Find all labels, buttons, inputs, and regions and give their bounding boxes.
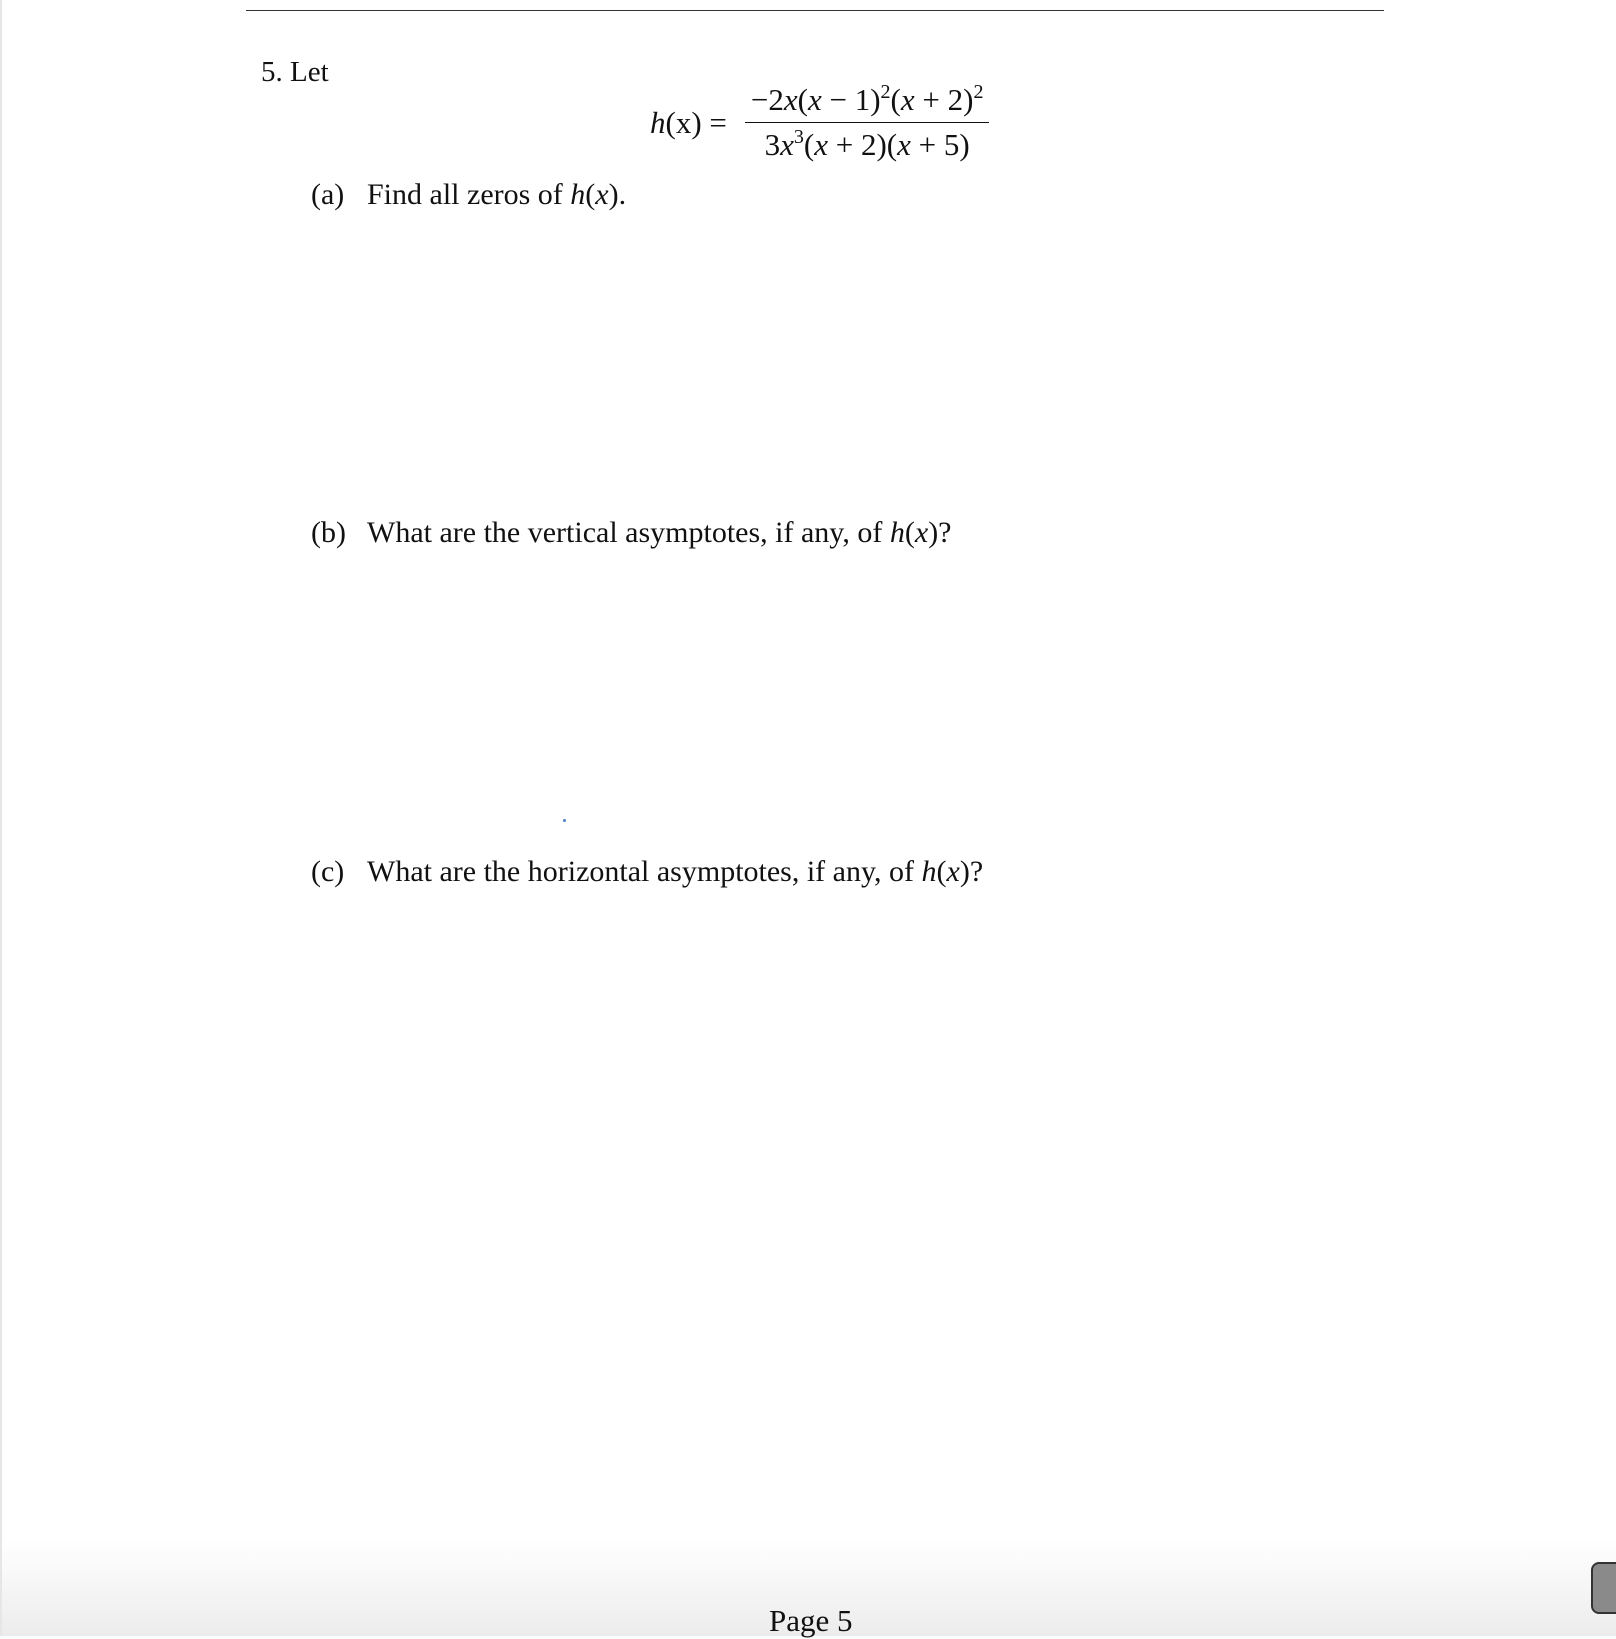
equation-lhs-arg: (x) = — [665, 104, 727, 140]
rational-fraction — [745, 82, 990, 163]
part-arg-open: ( — [904, 516, 915, 549]
part-text-body: What are the horizontal asymptotes, if any, of — [367, 855, 922, 888]
equation-lhs — [650, 105, 727, 141]
num-coef: −2 — [750, 82, 784, 117]
part-fn: h — [889, 516, 905, 549]
den-coef: 3 — [764, 127, 781, 162]
stray-mark — [563, 819, 566, 822]
den-var-1: x — [780, 127, 794, 162]
den-var-3: x — [897, 127, 911, 162]
den-exp-1: 3 — [793, 126, 804, 148]
num-paren-2: ( — [890, 82, 901, 117]
part-label: (b) — [311, 516, 346, 549]
num-exp-2: 2 — [973, 81, 984, 103]
part-fn: h — [570, 178, 586, 211]
part-arg-var: x — [595, 178, 609, 211]
num-factor-1: − 1) — [821, 82, 881, 117]
num-factor-2: + 2) — [914, 82, 974, 117]
part-tail: )? — [928, 516, 952, 549]
question-part-b — [311, 516, 952, 550]
part-fn: h — [921, 855, 937, 888]
num-paren-1: ( — [797, 82, 808, 117]
part-arg-open: ( — [936, 855, 947, 888]
part-tail: ). — [608, 178, 627, 211]
part-text — [367, 516, 952, 549]
num-var-2: x — [807, 82, 822, 117]
fraction-denominator — [759, 123, 976, 163]
den-var-2: x — [814, 127, 828, 162]
part-text-body: What are the vertical asymptotes, if any, of — [367, 516, 890, 549]
function-equation — [650, 82, 989, 163]
part-tail: )? — [959, 855, 984, 888]
part-text — [367, 855, 983, 888]
part-text-body: Find all zeros of — [367, 178, 571, 211]
question-part-a — [311, 178, 626, 212]
part-label: (c) — [311, 855, 345, 888]
question-part-c — [311, 855, 983, 889]
header-rule — [246, 10, 1384, 11]
num-exp-1: 2 — [880, 81, 891, 103]
num-var-3: x — [900, 82, 915, 117]
num-var-1: x — [783, 82, 798, 117]
part-arg-var: x — [914, 516, 929, 549]
problem-label: 5. Let — [261, 56, 329, 88]
den-paren-1: ( — [803, 127, 815, 162]
part-arg-var: x — [946, 855, 960, 888]
part-text — [367, 178, 626, 211]
page-number: Page 5 — [769, 1603, 853, 1638]
den-factor-1: + 2)( — [827, 127, 898, 162]
scroll-handle[interactable] — [1591, 1562, 1616, 1614]
part-arg-open: ( — [585, 178, 596, 211]
den-factor-2: + 5) — [910, 127, 970, 162]
part-label: (a) — [311, 178, 345, 211]
equation-lhs-fn: h — [650, 104, 666, 140]
fraction-numerator — [745, 82, 990, 122]
